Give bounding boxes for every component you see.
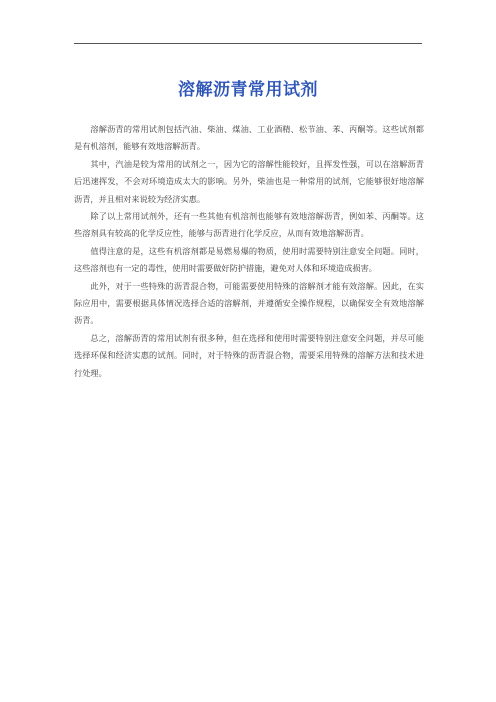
document-body — [74, 121, 424, 382]
header-rule — [74, 43, 422, 44]
paragraph-2: 其中，汽油是较为常用的试剂之一，因为它的溶解性能较好，且挥发性强，可以在溶解沥青后迅速挥发，不会对环境造成太大的影响。另外，柴油也是一种常用的试剂，它能够很好地溶解沥青，并且相对来说较为经济实惠。 — [74, 158, 424, 204]
paragraph-6: 总之，溶解沥青的常用试剂有很多种，但在选择和使用时需要特别注意安全问题，并尽可能选择环保和经济实惠的试剂。同时，对于特殊的沥青混合物，需要采用特殊的溶解方法和技术进行处理。 — [74, 332, 424, 378]
paragraph-1: 溶解沥青的常用试剂包括汽油、柴油、煤油、工业酒精、松节油、苯、丙酮等。这些试剂都是有机溶剂，能够有效地溶解沥青。 — [74, 124, 424, 152]
paragraph-5: 此外，对于一些特殊的沥青混合物，可能需要使用特殊的溶解剂才能有效溶解。因此，在实际应用中，需要根据具体情况选择合适的溶解剂，并遵循安全操作规程，以确保安全有效地溶解沥青。 — [74, 280, 424, 326]
document-title: 溶解沥青常用试剂 — [178, 80, 318, 100]
paragraph-3: 除了以上常用试剂外，还有一些其他有机溶剂也能够有效地溶解沥青，例如苯、丙酮等。这些溶剂具有较高的化学反应性，能够与沥青进行化学反应，从而有效地溶解沥青。 — [74, 211, 424, 239]
paragraph-4: 值得注意的是，这些有机溶剂都是易燃易爆的物质，使用时需要特别注意安全问题。同时，这些溶剂也有一定的毒性，使用时需要做好防护措施，避免对人体和环境造成损害。 — [74, 245, 424, 274]
